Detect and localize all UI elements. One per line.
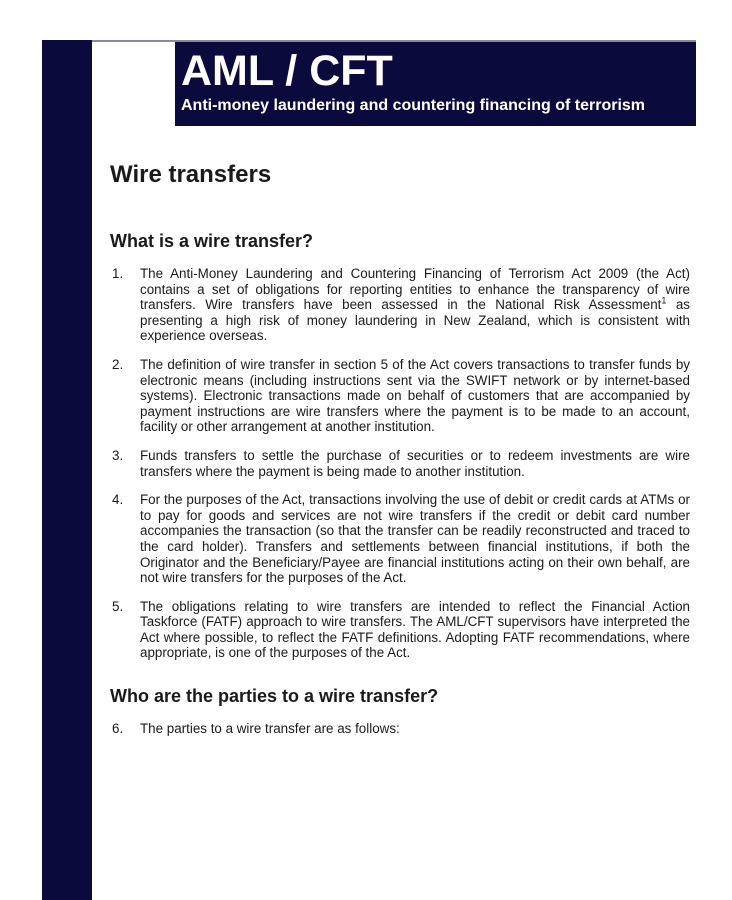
- paragraph-text: The definition of wire transfer in section 5 of the Act covers transactions to transfer funds by electronic means (including instructions sent via the SWIFT network or by internet-based systems). Electronic transactions made on behalf of customers that are accompanied by payment instructions are wire transfers where the payment is to be made to an account, facility or other arrangement at another institution.: [140, 356, 690, 435]
- paragraph-number: 6.: [112, 721, 124, 737]
- document-title: Wire transfers: [110, 161, 272, 188]
- footnote-marker[interactable]: 1: [661, 295, 667, 306]
- paragraph-number: 1.: [112, 266, 124, 281]
- paragraph-number: 3.: [112, 447, 124, 463]
- paragraph-3: [110, 448, 690, 479]
- document-body: [110, 160, 690, 750]
- header-banner: [175, 42, 696, 126]
- paragraph-6: [110, 721, 690, 737]
- paragraph-text-after-footnote: as presenting a high risk of money laundering in New Zealand, which is consistent with experience overseas.: [140, 297, 690, 344]
- paragraph-text: [140, 266, 690, 344]
- paragraph-text: Funds transfers to settle the purchase of securities or to redeem investments are wire transfers where the payment is being made to another institution.: [140, 447, 690, 479]
- paragraph-2: [110, 357, 690, 435]
- section-heading-what-is: What is a wire transfer?: [110, 231, 314, 251]
- paragraph-4: [110, 492, 690, 586]
- paragraph-text: For the purposes of the Act, transactions involving the use of debit or credit cards at ATMs or to pay for goods and services are not wire transfers if the credit or debit card number accompanies the transaction (so that the transfer can be readily reconstructed and traced to the card holder). Transfers and settlements between financial institutions, if both the Originator and the Beneficiary/Payee are financial institutions acting on their own behalf, are not wire transfers for the purposes of the Act.: [140, 492, 690, 586]
- paragraph-5: [110, 599, 690, 661]
- paragraph-number: 2.: [112, 356, 124, 372]
- paragraph-text-before-footnote: The Anti-Money Laundering and Countering Financing of Terrorism Act 2009 (the Act) contains a set of obligations for reporting entities to enhance the transparency of wire transfers. Wire transfers have been assessed in the National Risk Assessment: [140, 266, 690, 313]
- sidebar-bar: [42, 40, 92, 900]
- paragraph-text: The parties to a wire transfer are as follows:: [140, 721, 400, 737]
- section-heading-parties: Who are the parties to a wire transfer?: [110, 686, 439, 707]
- paragraph-number: 4.: [112, 492, 124, 508]
- banner-title: AML / CFT: [181, 47, 393, 95]
- paragraph-text: The obligations relating to wire transfers are intended to reflect the Financial Action Taskforce (FATF) approach to wire transfers. The AML/CFT supervisors have interpreted the Act where possible, to reflect the FATF definitions. Adopting FATF recommendations, where appropriate, is one of the purposes of the Act.: [140, 598, 690, 661]
- paragraph-1: [110, 266, 690, 344]
- banner-subtitle: Anti-money laundering and countering financing of terrorism: [181, 97, 646, 114]
- paragraph-number: 5.: [112, 598, 124, 614]
